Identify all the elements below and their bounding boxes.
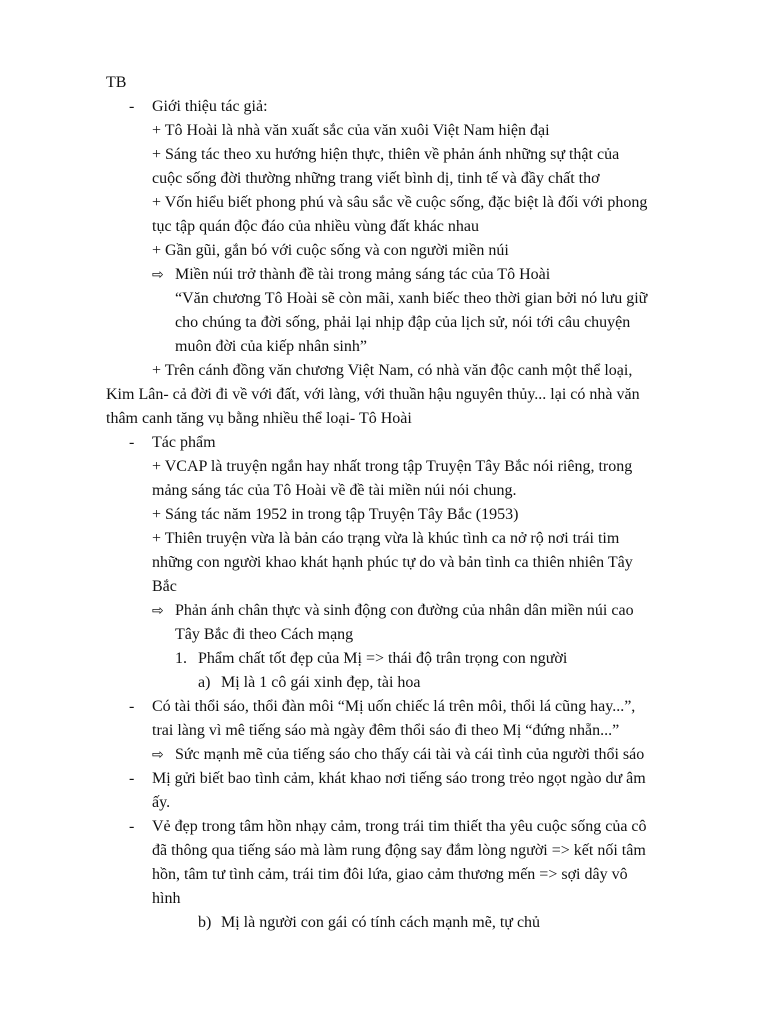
arrow-right-icon: ⇨ bbox=[152, 747, 164, 763]
text-line: Vẻ đẹp trong tâm hồn nhạy cảm, trong trái tim thiết tha yêu cuộc sống của cô bbox=[152, 818, 647, 835]
text-line: Kim Lân- cả đời đi về với đất, với làng, với thuần hậu nguyên thủy... lại có nhà văn bbox=[106, 386, 640, 403]
bullet-dash: - bbox=[129, 98, 135, 115]
document-heading: TB bbox=[106, 74, 127, 91]
text-line: tục tập quán độc đáo của nhiều vùng đất khác nhau bbox=[152, 218, 479, 235]
text-line: Tây Bắc đi theo Cách mạng bbox=[175, 626, 354, 643]
text-line: + VCAP là truyện ngắn hay nhất trong tập Truyện Tây Bắc nói riêng, trong bbox=[152, 458, 633, 475]
text-line: mảng sáng tác của Tô Hoài về đề tài miền núi nói chung. bbox=[152, 482, 517, 499]
bullet-dash: - bbox=[129, 434, 135, 451]
text-line: Mị là 1 cô gái xinh đẹp, tài hoa bbox=[221, 674, 421, 691]
text-line: + Trên cánh đồng văn chương Việt Nam, có nhà văn độc canh một thể loại, bbox=[152, 362, 633, 379]
text-line: cuộc sống đời thường những trang viết bình dị, tinh tế và đầy chất thơ bbox=[152, 170, 600, 187]
text-line: trai làng vì mê tiếng sáo mà ngày đêm thổi sáo đi theo Mị “đứng nhẵn...” bbox=[152, 722, 620, 739]
text-line: những con người khao khát hạnh phúc tự do và bản tình ca thiên nhiên Tây bbox=[152, 554, 633, 571]
bullet-dash: - bbox=[129, 770, 135, 787]
text-line: Có tài thổi sáo, thổi đàn môi “Mị uốn chiếc lá trên môi, thổi lá cũng hay...”, bbox=[152, 698, 636, 715]
bullet-dash: - bbox=[129, 698, 135, 715]
text-line: hình bbox=[152, 890, 181, 907]
text-line: + Thiên truyện vừa là bản cáo trạng vừa là khúc tình ca nở rộ nơi trái tim bbox=[152, 530, 620, 547]
text-line: + Vốn hiểu biết phong phú và sâu sắc về cuộc sống, đặc biệt là đối với phong bbox=[152, 194, 648, 211]
quote-line: “Văn chương Tô Hoài sẽ còn mãi, xanh biếc theo thời gian bởi nó lưu giữ bbox=[175, 290, 648, 307]
text-line: Phản ánh chân thực và sinh động con đường của nhân dân miền núi cao bbox=[175, 602, 634, 619]
arrow-right-icon: ⇨ bbox=[152, 267, 164, 283]
text-line: hồn, tâm tư tình cảm, trái tim đôi lứa, giao cảm thương mến => sợi dây vô bbox=[152, 866, 628, 883]
text-line: ấy. bbox=[152, 794, 171, 811]
bullet-dash: - bbox=[129, 818, 135, 835]
text-line: Miền núi trở thành đề tài trong mảng sáng tác của Tô Hoài bbox=[175, 266, 551, 283]
text-line: Mị gửi biết bao tình cảm, khát khao nơi tiếng sáo trong trẻo ngọt ngào dư âm bbox=[152, 770, 646, 787]
arrow-right-icon: ⇨ bbox=[152, 603, 164, 619]
text-line: Mị là người con gái có tính cách mạnh mẽ, tự chủ bbox=[221, 914, 541, 931]
text-line: Sức mạnh mẽ của tiếng sáo cho thấy cái tài và cái tình của người thổi sáo bbox=[175, 746, 645, 763]
section-heading-author: Giới thiệu tác giả: bbox=[152, 98, 268, 115]
quote-line: muôn đời của kiếp nhân sinh” bbox=[175, 338, 367, 355]
list-letter: b) bbox=[198, 914, 212, 931]
text-line: + Sáng tác năm 1952 in trong tập Truyện Tây Bắc (1953) bbox=[152, 506, 519, 523]
text-line: + Sáng tác theo xu hướng hiện thực, thiên về phản ánh những sự thật của bbox=[152, 146, 620, 163]
text-line: + Tô Hoài là nhà văn xuất sắc của văn xuôi Việt Nam hiện đại bbox=[152, 122, 550, 139]
quote-line: cho chúng ta đời sống, phải lại nhịp đập của lịch sử, nói tới câu chuyện bbox=[175, 314, 631, 331]
list-letter: a) bbox=[198, 674, 211, 691]
text-line: đã thông qua tiếng sáo mà làm rung động say đắm lòng người => kết nối tâm bbox=[152, 842, 646, 859]
text-line: Bắc bbox=[152, 578, 177, 595]
list-number: 1. bbox=[175, 650, 187, 667]
text-line: Phẩm chất tốt đẹp của Mị => thái độ trân trọng con người bbox=[198, 650, 568, 667]
section-heading-work: Tác phẩm bbox=[152, 434, 216, 451]
text-line: thâm canh tăng vụ bằng nhiều thể loại- Tô Hoài bbox=[106, 410, 412, 427]
text-line: + Gần gũi, gắn bó với cuộc sống và con người miền núi bbox=[152, 242, 509, 259]
